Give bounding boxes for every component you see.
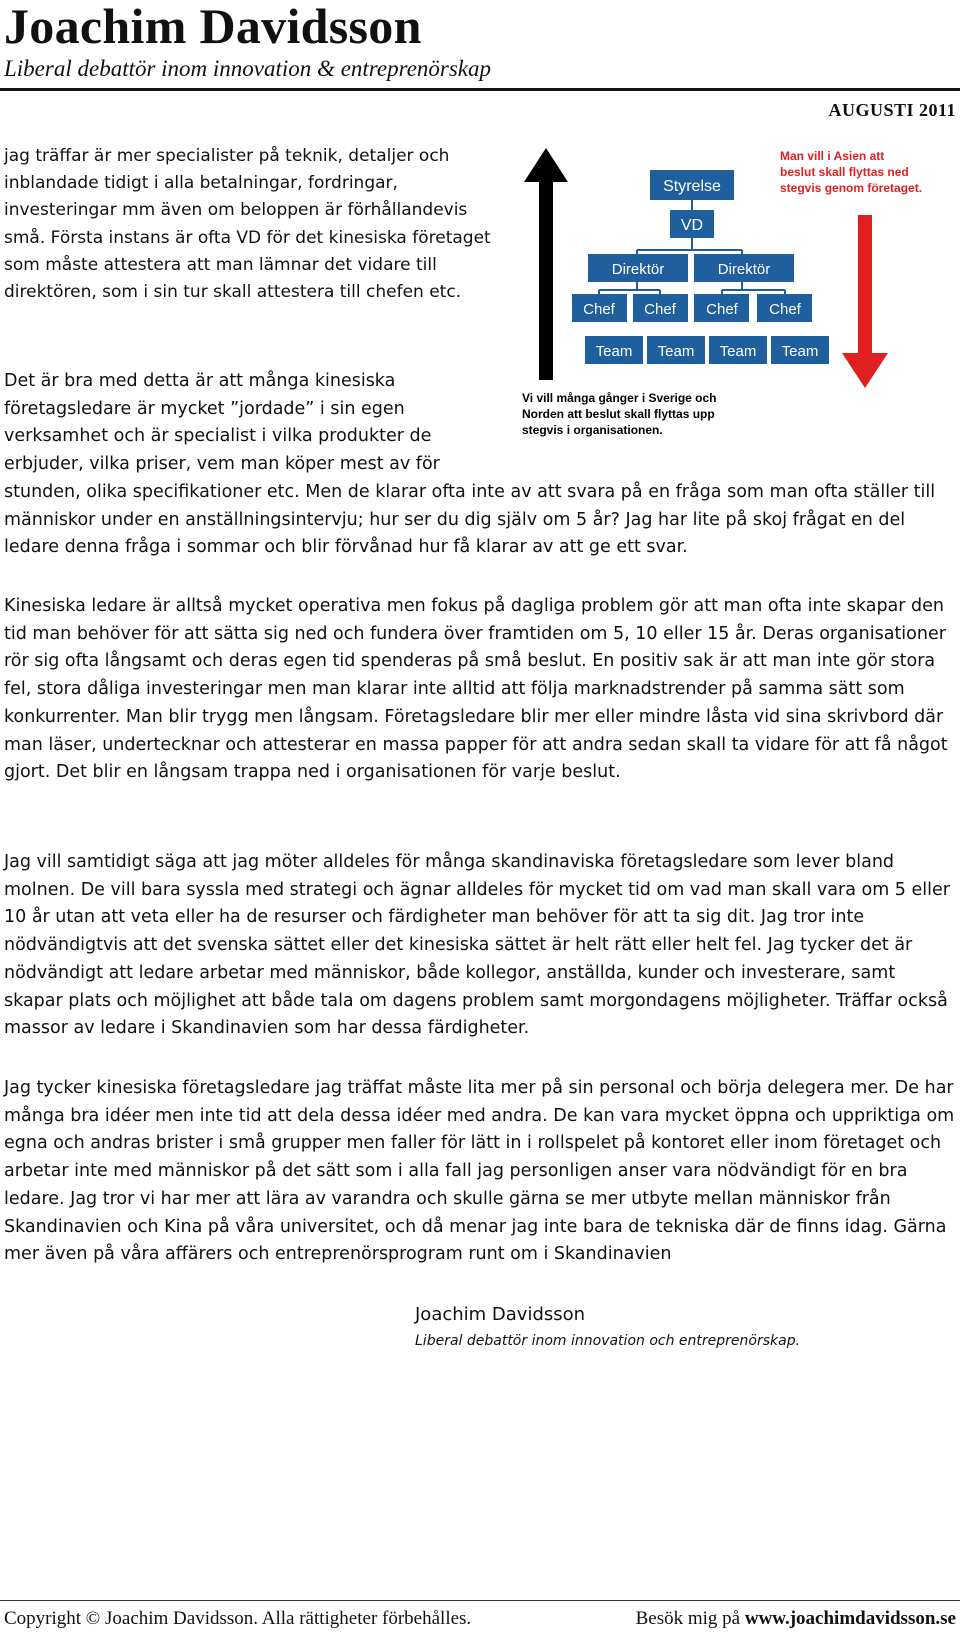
- paragraph-2-rest: stunden, olika specifikationer etc. Men de klarar ofta inte av att svara på en fråga som man ofta ställer till människor under en anställningsintervju; hur ser du dig själv om 5 år? Jag har lite på skoj frågat en del ledare denna fråga i sommar och blir förvånad hur få klarar av att ge ett svar.: [4, 481, 936, 558]
- chef-label-4: Chef: [769, 301, 801, 318]
- director-label-1: Direktör: [611, 261, 665, 278]
- footer-visit-prefix: Besök mig på: [635, 1608, 741, 1629]
- asia-note-line-2: beslut skall flyttas ned: [780, 165, 909, 179]
- footer-rule: [0, 1600, 960, 1601]
- footer-website-link[interactable]: www.joachimdavidsson.se: [744, 1608, 956, 1629]
- paragraph-1: jag träffar är mer specialister på teknik, detaljer och inblandade tidigt i alla betalningar, fordringar, investeringar mm även om beloppen är förhållandevis små. Första instans är ofta VD för det kinesiska företaget som måste attestera att man lämnar det vidare till direktören, som i sin tur skall attestera till chefen etc.: [4, 146, 491, 303]
- down-arrow-icon: [842, 215, 888, 388]
- chef-label-1: Chef: [583, 301, 615, 318]
- team-label-4: Team: [781, 343, 819, 360]
- footer-visit: [636, 1608, 956, 1630]
- nordic-note-line-2: Norden att beslut skall flyttas upp: [522, 407, 715, 421]
- styrelse-label: Styrelse: [663, 178, 721, 195]
- issue-date: AUGUSTI 2011: [828, 100, 956, 120]
- signature-role: Liberal debattör inom innovation och entreprenörskap.: [415, 1333, 801, 1349]
- organization-diagram: [522, 140, 952, 460]
- author-name-heading: Joachim Davidsson: [4, 0, 422, 54]
- vd-label: VD: [680, 217, 704, 234]
- paragraph-2-wrapped: Det är bra med detta är att många kinesiska företagsledare är mycket ”jordade” i sin egen verksamhet och är specialist i vilka produkter de erbjuder, vilka priser, vem man köper mest av för: [4, 371, 440, 475]
- nordic-note-line-3: stegvis i organisationen.: [522, 423, 663, 437]
- team-label-2: Team: [657, 343, 695, 360]
- nordic-note-line-1: Vi vill många gånger i Sverige och: [522, 391, 717, 405]
- author-tagline: Liberal debattör inom innovation & entreprenörskap: [4, 56, 492, 81]
- paragraph-3: Kinesiska ledare är alltså mycket operativa men fokus på dagliga problem gör att man ofta inte skapar den tid man behöver för att sätta sig ned och fundera över framtiden om 5, 10 eller 15 år. Deras organisationer rör sig ofta långsamt och deras egen tid spenderas på små beslut. En positiv sak är att man inte gör stora fel, stora dåliga investeringar men man klarar inte alltid att följa marknadstrender på samma sätt som konkurrenter. Man blir trygg men långsam. Företagsledare blir mer eller mindre låsta vid sina skrivbord där man läser, undertecknar och attesterar en massa papper för att andra sedan skall ta vidare för att få något gjort. Det blir en långsam trappa ned i organisationen för varje beslut.: [4, 596, 948, 783]
- masthead: [4, 0, 491, 82]
- asia-note-line-3: stegvis genom företaget.: [780, 181, 923, 195]
- chef-label-2: Chef: [644, 301, 676, 318]
- signature-name: Joachim Davidsson: [415, 1304, 586, 1325]
- footer-copyright: Copyright © Joachim Davidsson. Alla rättigheter förbehålles.: [4, 1608, 472, 1629]
- paragraph-5: Jag tycker kinesiska företagsledare jag träffat måste lita mer på sin personal och börja delegera mer. De har många bra idéer men inte tid att dela dessa idéer med andra. De kan vara mycket öppna och uppriktiga om egna och andras brister i små grupper men faller för lätt in i rollspelet på kontoret eller inom företaget och arbetar inte med människor på det sätt som i alla fall jag personligen anser vara nödvändigt för en bra ledare. Jag tror vi har mer att lära av varandra och skulle gärna se mer utbyte mellan människor från Skandinavien och Kina på våra universitet, och då menar jag inte bara de tekniska där de finns idag. Gärna mer även på våra affärers och entreprenörsprogram runt om i Skandinavien: [4, 1078, 955, 1265]
- paragraph-4: Jag vill samtidigt säga att jag möter alldeles för många skandinaviska företagsledare som lever bland molnen. De vill bara syssla med strategi och ägnar alldeles för mycket tid om vad man skall vara om 5 eller 10 år utan att veta eller ha de resurser och färdigheter man behöver för att ta sig dit. Jag tror inte nödvändigtvis att det svenska sättet eller det kinesiska sättet är helt rätt eller helt fel. Jag tycker det är nödvändigt att ledare arbetar med människor, både kollegor, anställda, kunder och investerare, samt skapar plats och möjlighet att både tala om dagens problem samt morgondagens möjligheter. Träffar också massor av ledare i Skandinavien som har dessa färdigheter.: [4, 852, 950, 1039]
- up-arrow-icon: [524, 148, 568, 380]
- asia-note-line-1: Man vill i Asien att: [780, 149, 885, 163]
- team-label-3: Team: [719, 343, 757, 360]
- director-label-2: Direktör: [717, 261, 771, 278]
- chef-label-3: Chef: [706, 301, 738, 318]
- team-label-1: Team: [595, 343, 633, 360]
- header-rule: [0, 88, 960, 91]
